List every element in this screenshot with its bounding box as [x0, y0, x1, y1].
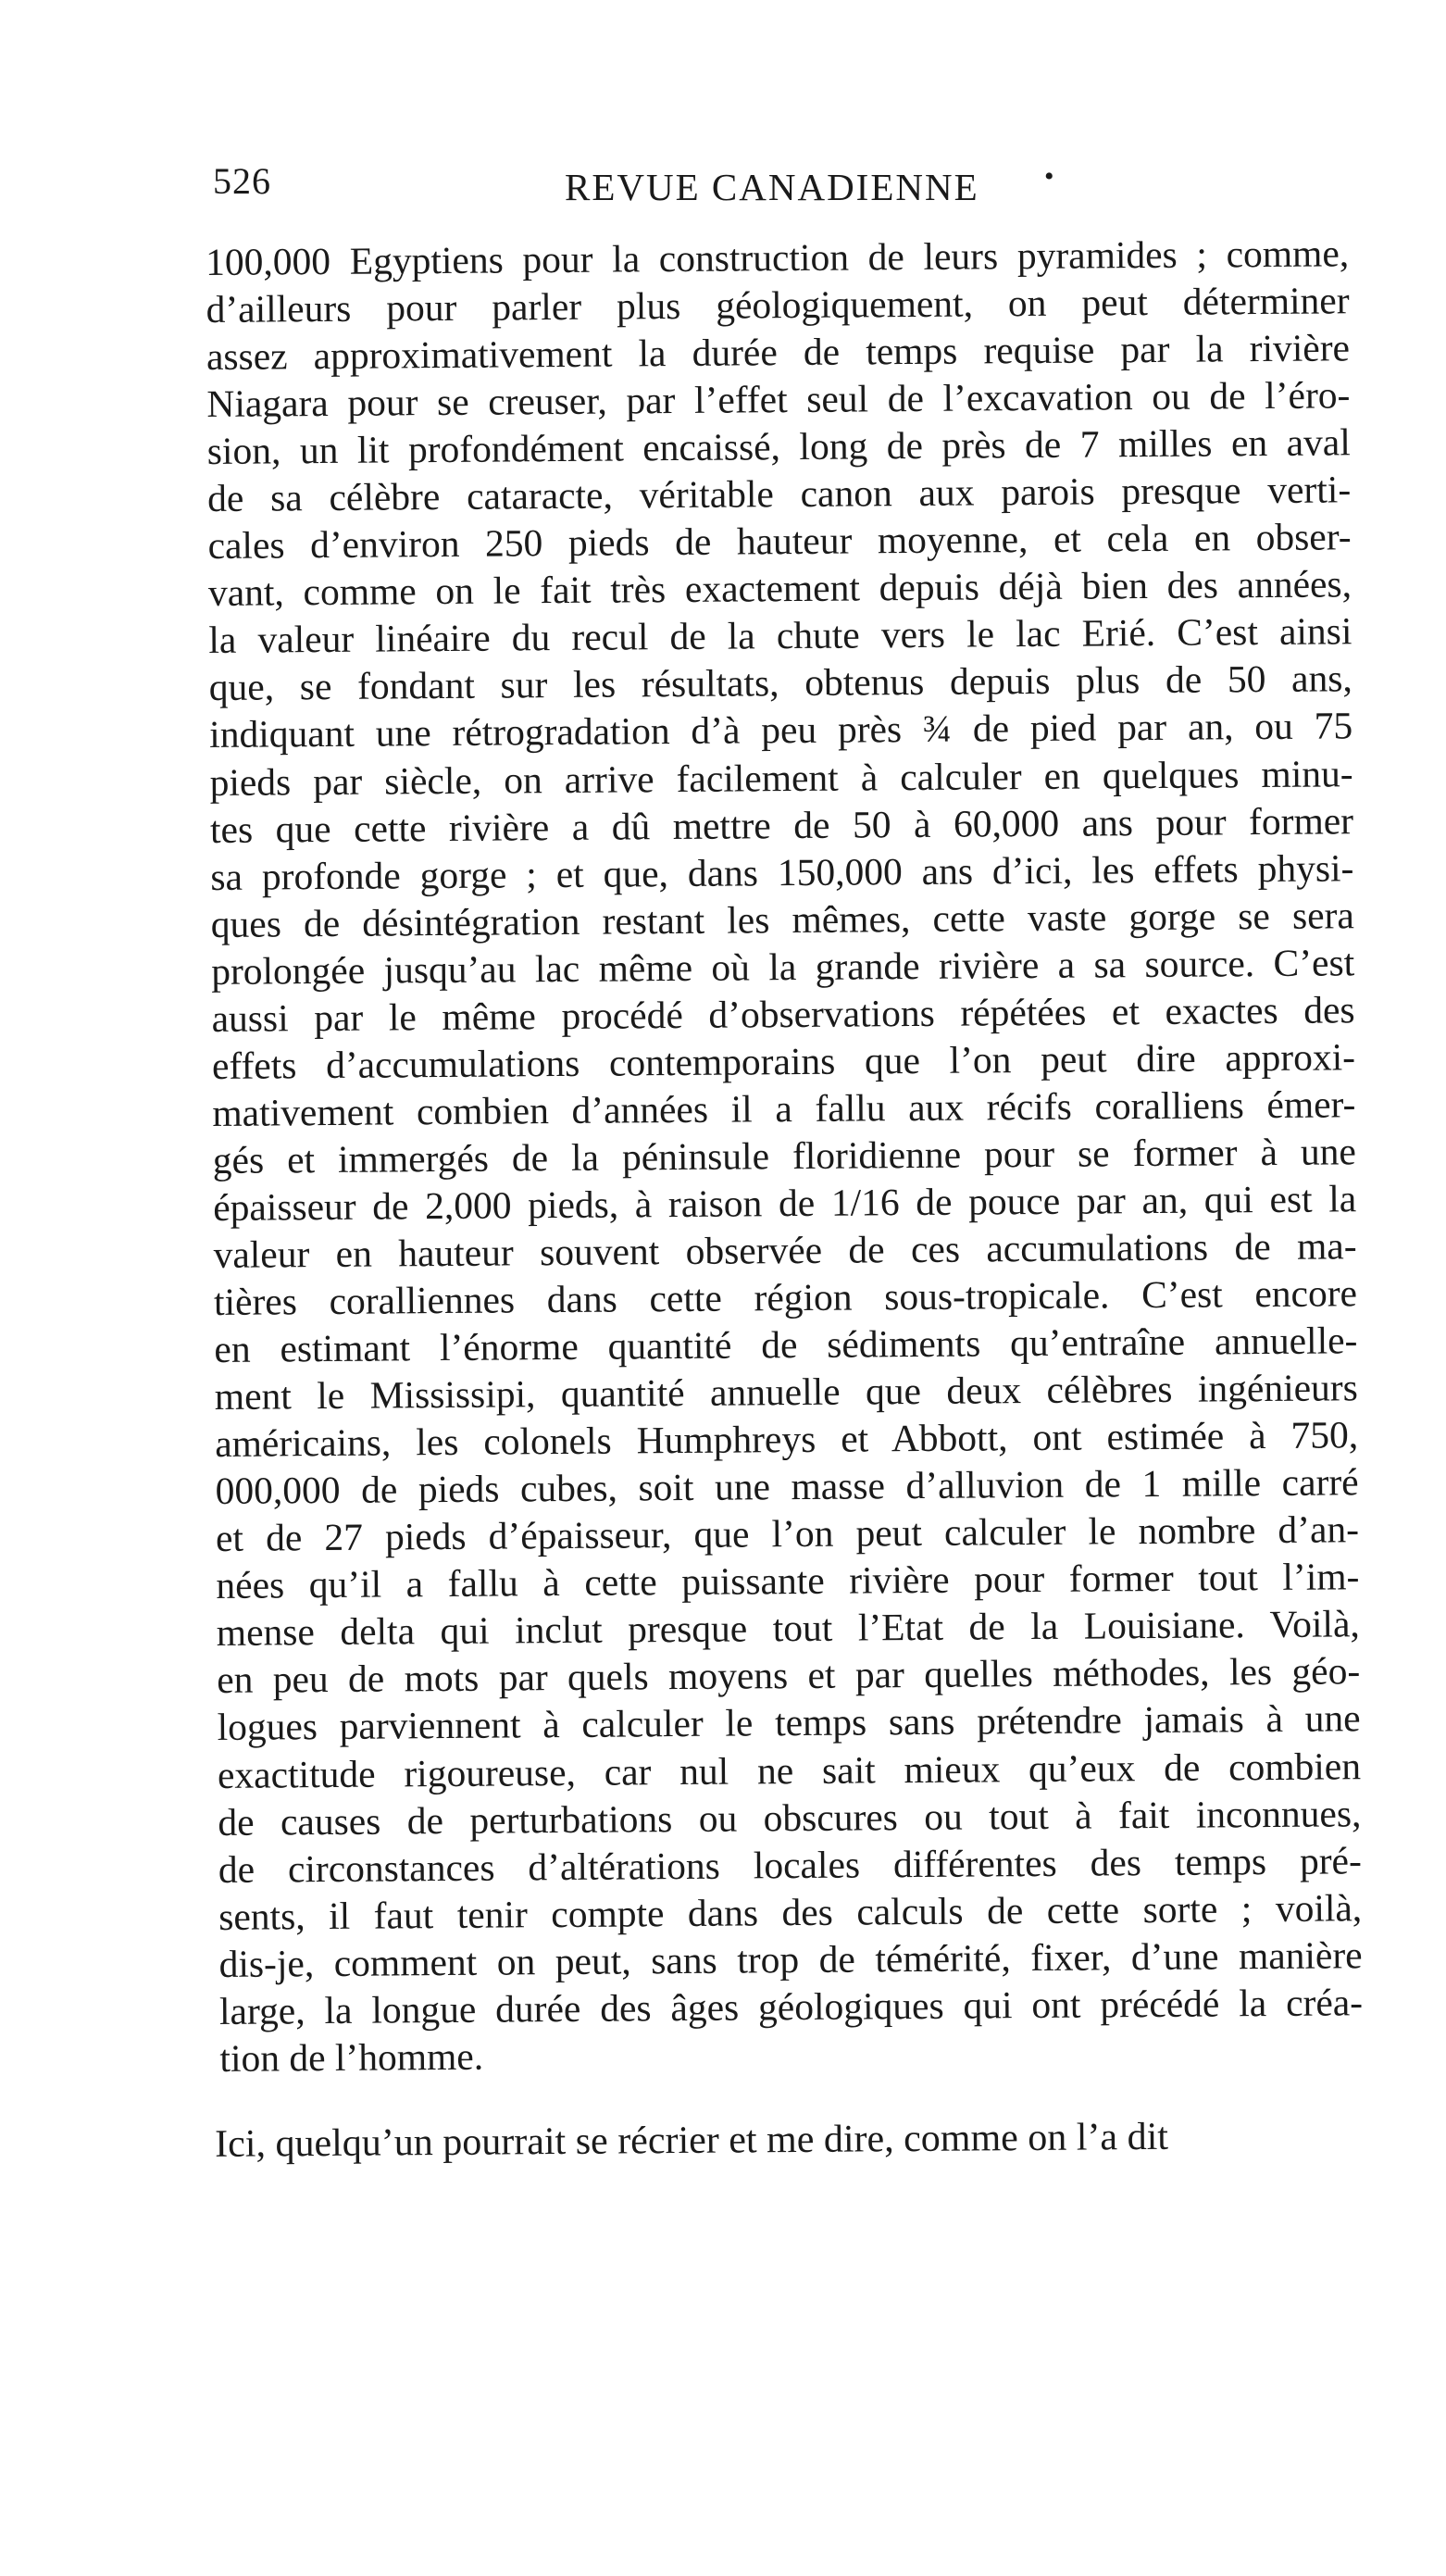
text-line: épaisseur de 2,000 pieds, à raison de 1/16 de pouce par an, qui est la [213, 1177, 1357, 1229]
page-number: 526 [213, 160, 271, 202]
text-line: tion de l’homme. [219, 2034, 484, 2080]
text-line: 000,000 de pieds cubes, soit une masse d’alluvion de 1 mille carré [215, 1460, 1359, 1513]
text-line: tes que cette rivière a dû mettre de 50 à 60,000 ans pour former [209, 798, 1354, 851]
text-line: en peu de mots par quels moyens et par quelles méthodes, les géo- [217, 1649, 1361, 1702]
text-line: pieds par siècle, on arrive facilement à calculer en quelques minu- [209, 751, 1353, 804]
text-line: de sa célèbre cataracte, véritable canon aux parois presque verti- [207, 468, 1352, 520]
text-line: cales d’environ 250 pieds de hauteur moyenne, et cela en obser- [207, 515, 1352, 568]
text-line: sion, un lit profondément encaissé, long de près de 7 milles en aval [206, 420, 1351, 473]
header-mark: • [1044, 161, 1054, 192]
text-line: tières coralliennes dans cette région sous-tropicale. C’est encore [213, 1271, 1358, 1323]
text-line: ment le Mississipi, quantité annuelle que deux célèbres ingénieurs [214, 1366, 1358, 1419]
text-line: ques de désintégration restant les mêmes, cette vaste gorge se sera [210, 893, 1354, 945]
text-line: prolongée jusqu’au lac même où la grande rivière a sa source. C’est [211, 940, 1355, 993]
text-line: sents, il faut tenir compte dans des calculs de cette sorte ; voilà, [218, 1885, 1363, 1938]
text-line: logues parviennent à calculer le temps sans prétendre jamais à une [217, 1696, 1361, 1749]
text-line: d’ailleurs pour parler plus géologiquement, on peut déterminer [206, 279, 1350, 331]
text-line: gés et immergés de la péninsule floridienne pour se former à une [212, 1130, 1356, 1182]
text-line: américains, les colonels Humphreys et Abbott, ont estimée à 750, [215, 1413, 1359, 1466]
text-line: 100,000 Egyptiens pour la construction de leurs pyramides ; comme, [206, 231, 1350, 283]
text-line: sa profonde gorge ; et que, dans 150,000 ans d’ici, les effets physi- [210, 845, 1354, 898]
text-line: nées qu’il a fallu à cette puissante rivière pour former tout l’im- [216, 1555, 1360, 1607]
text-line: aussi par le même procédé d’observations répétées et exactes des [211, 988, 1355, 1040]
text-line: la valeur linéaire du recul de la chute vers le lac Erié. C’est ainsi [208, 609, 1353, 662]
text-line: mense delta qui inclut presque tout l’Etat de la Louisiane. Voilà, [216, 1602, 1360, 1655]
text-line: mativement combien d’années il a fallu aux récifs coralliens émer- [212, 1082, 1356, 1134]
text-line: et de 27 pieds d’épaisseur, que l’on peut calculer le nombre d’an- [215, 1507, 1360, 1560]
running-title: REVUE CANADIENNE [565, 166, 979, 208]
paragraph-2: Ici, quelqu’un pourrait se récrier et me dire, comme on l’a dit [215, 2115, 1169, 2166]
text-line: exactitude rigoureuse, car nul ne sait mieux qu’eux de combien [217, 1744, 1362, 1796]
text-line: assez approximativement la durée de temps requise par la rivière [206, 326, 1351, 379]
text-line: large, la longue durée des âges géologiques qui ont précédé la créa- [218, 1980, 1364, 2032]
text-line: Niagara pour se creuser, par l’effet seul de l’excavation ou de l’éro- [206, 373, 1351, 426]
text-line: de circonstances d’altérations locales différentes des temps pré- [218, 1838, 1362, 1891]
text-line: effets d’accumulations contemporains que l’on peut dire approxi- [211, 1035, 1356, 1087]
text-line: de causes de perturbations ou obscures ou tout à fait inconnues, [218, 1791, 1362, 1844]
page-header [213, 159, 1324, 224]
text-line: que, se fondant sur les résultats, obtenus depuis plus de 50 ans, [208, 657, 1353, 709]
text-line: vant, comme on le fait très exactement depuis déjà bien des années, [207, 562, 1353, 615]
text-line: en estimant l’énorme quantité de sédiments qu’entraîne annuelle- [214, 1319, 1358, 1371]
text-line: dis-je, comment on peut, sans trop de témérité, fixer, d’une manière [218, 1932, 1363, 1985]
text-line: indiquant une rétrogradation d’à peu près ¾ de pied par an, ou 75 [209, 704, 1353, 757]
text-line: valeur en hauteur souvent observée de ces accumulations de ma- [213, 1224, 1357, 1276]
paragraph-1 [206, 230, 1364, 2082]
